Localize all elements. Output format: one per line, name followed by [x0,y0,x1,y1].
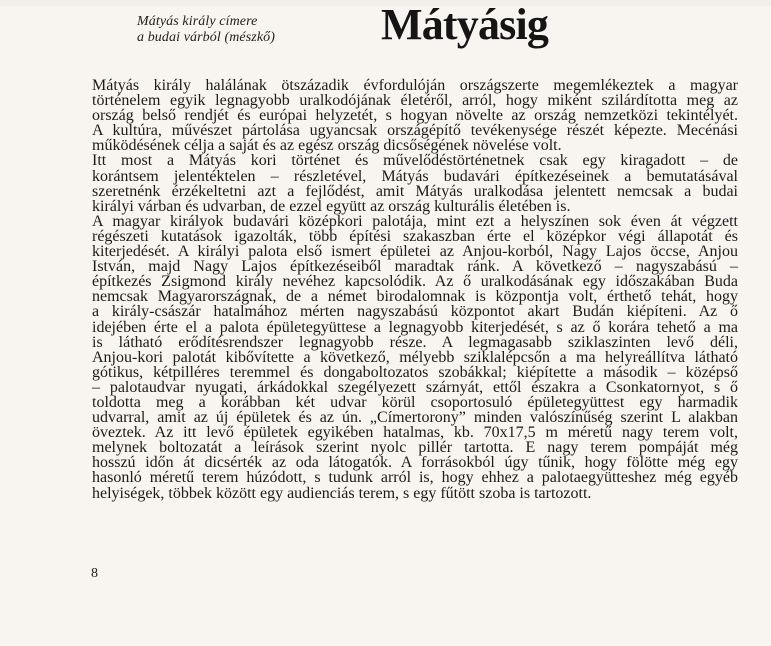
paragraph-3-line-16: melynek boltozatát a leírások szerint nyolc pillér tartotta. E nagy terem pompáját még [92,439,738,457]
paragraph-3-line-3: kiterjedését. A királyi palota első ismert épületei az Anjou-korból, Nagy Lajos öccse, Anjou [92,243,738,261]
paragraph-3-line-6: nemcsak Magyarországnak, de a német birodalomnak is központja volt, érthető tehát, hogy [92,288,738,306]
page-number: 8 [91,566,98,581]
paragraph-3-line-1: A magyar királyok budavári középkori palotája, mint ezt a helyszínen sok éven át végzett [92,212,738,230]
paragraph-1-line-3: ország belső rendjét és európai helyzetét, s hogyan növelte az ország nemzetközi tekintélyét. [92,107,738,125]
caption-line-1: Mátyás király címere [137,14,258,29]
paragraph-3-line-8: idejében érte el a palota épületegyüttese a legnagyobb kiterjedését, s az ő korára tehető a ma [92,318,738,336]
paragraph-3 [92,214,738,501]
paragraph-2-line-3: szeretnénk érzékeltetni azt a fejlődést, amit Mátyás uralkodása jelentett nemcsak a budai [92,182,738,200]
paragraph-2-line-4: királyi várban és udvarban, de ezzel együtt az ország kulturális életében is. [92,197,571,215]
paragraph-3-line-12: – palotaudvar nyugati, árkádokkal szegélyezett szárnyát, ettől északra a Csonkatornyot, s ő [92,378,738,396]
paragraph-3-line-4: István, majd Nagy Lajos építkezéseiből maradtak ránk. A következő – nagyszabású – [92,258,738,276]
article-body [92,78,738,501]
paragraph-3-line-11: gótikus, kétpilléres teremmel és dongaboltozatos szobákkal; kiépítette a második – középső [92,363,738,381]
paragraph-1-line-5: működésének célja a saját és az egész ország dicsőségének növelése volt. [92,137,562,155]
paragraph-3-line-17: hosszú időn át dicsérték az oda látogatók. A forrásokból úgy tűnik, hogy fölötte még egy [92,454,738,472]
paragraph-3-line-2: régészeti kutatások igazolták, több építési szakaszban érte el középkor végi állapotát és [92,227,738,245]
paragraph-3-line-7: a király-császár hatalmához mérten nagyszabású központot akart Budán kiépíteni. Az ő [92,303,738,321]
paragraph-2 [92,153,738,213]
paragraph-3-line-18: hasonló méretű terem húzódott, s tudunk arról is, hogy ehhez a palotaegyütteshez még egyéb [92,469,738,487]
paragraph-3-line-14: udvarral, amit az új épületek és az ún. „Címertorony” minden valószínűség szerint L alakban [92,409,738,427]
paragraph-2-line-1: Itt most a Mátyás kori történet és művelődéstörténetnek csak egy kiragadott – de [92,152,738,170]
paragraph-1-line-4: A kultúra, művészet pártolása ugyancsak országépítő tevékenysége részét képezte. Mecénási [92,122,738,140]
image-caption [137,14,347,46]
paragraph-3-line-19: helyiségek, többek között egy audienciás terem, s egy fűtött szoba is tartozott. [92,484,592,502]
paragraph-3-line-13: toldotta meg a korábban két udvar körül csoportosuló épületegyüttest egy harmadik [92,393,738,411]
title-block [381,0,581,61]
page-title: Mátyásig [381,0,549,49]
paragraph-3-line-5: építkezés Zsigmond király nevéhez kapcsolódik. Az ő uralkodásának egy időszakában Buda [92,273,738,291]
caption-line-2: a budai várból (mészkő) [137,30,275,45]
paragraph-1-line-1: Mátyás király halálának ötszázadik évfordulóján országszerte megemlékeztek a magyar [92,77,738,94]
paragraph-1 [92,78,738,153]
paragraph-1-line-2: történelem egyik legnagyobb uralkodójának életéről, arról, hogy miként szilárdította meg az [92,92,738,110]
paragraph-3-line-9: is látható erődítésrendszer legnagyobb része. A legmagasabb sziklaszinten levő déli, [92,333,738,351]
paragraph-2-line-2: korántsem jelentéktelen – részletével, Mátyás budavári építkezéseinek a bemutatásával [92,167,738,185]
paragraph-3-line-15: öveztek. Az itt levő épületek egyikében hatalmas, kb. 70x17,5 m méretű nagy terem volt, [92,424,738,442]
paragraph-3-line-10: Anjou-kori palotát kibővítette a következő, mélyebb sziklalépcsőn a ma helyreállítva látható [92,348,738,366]
